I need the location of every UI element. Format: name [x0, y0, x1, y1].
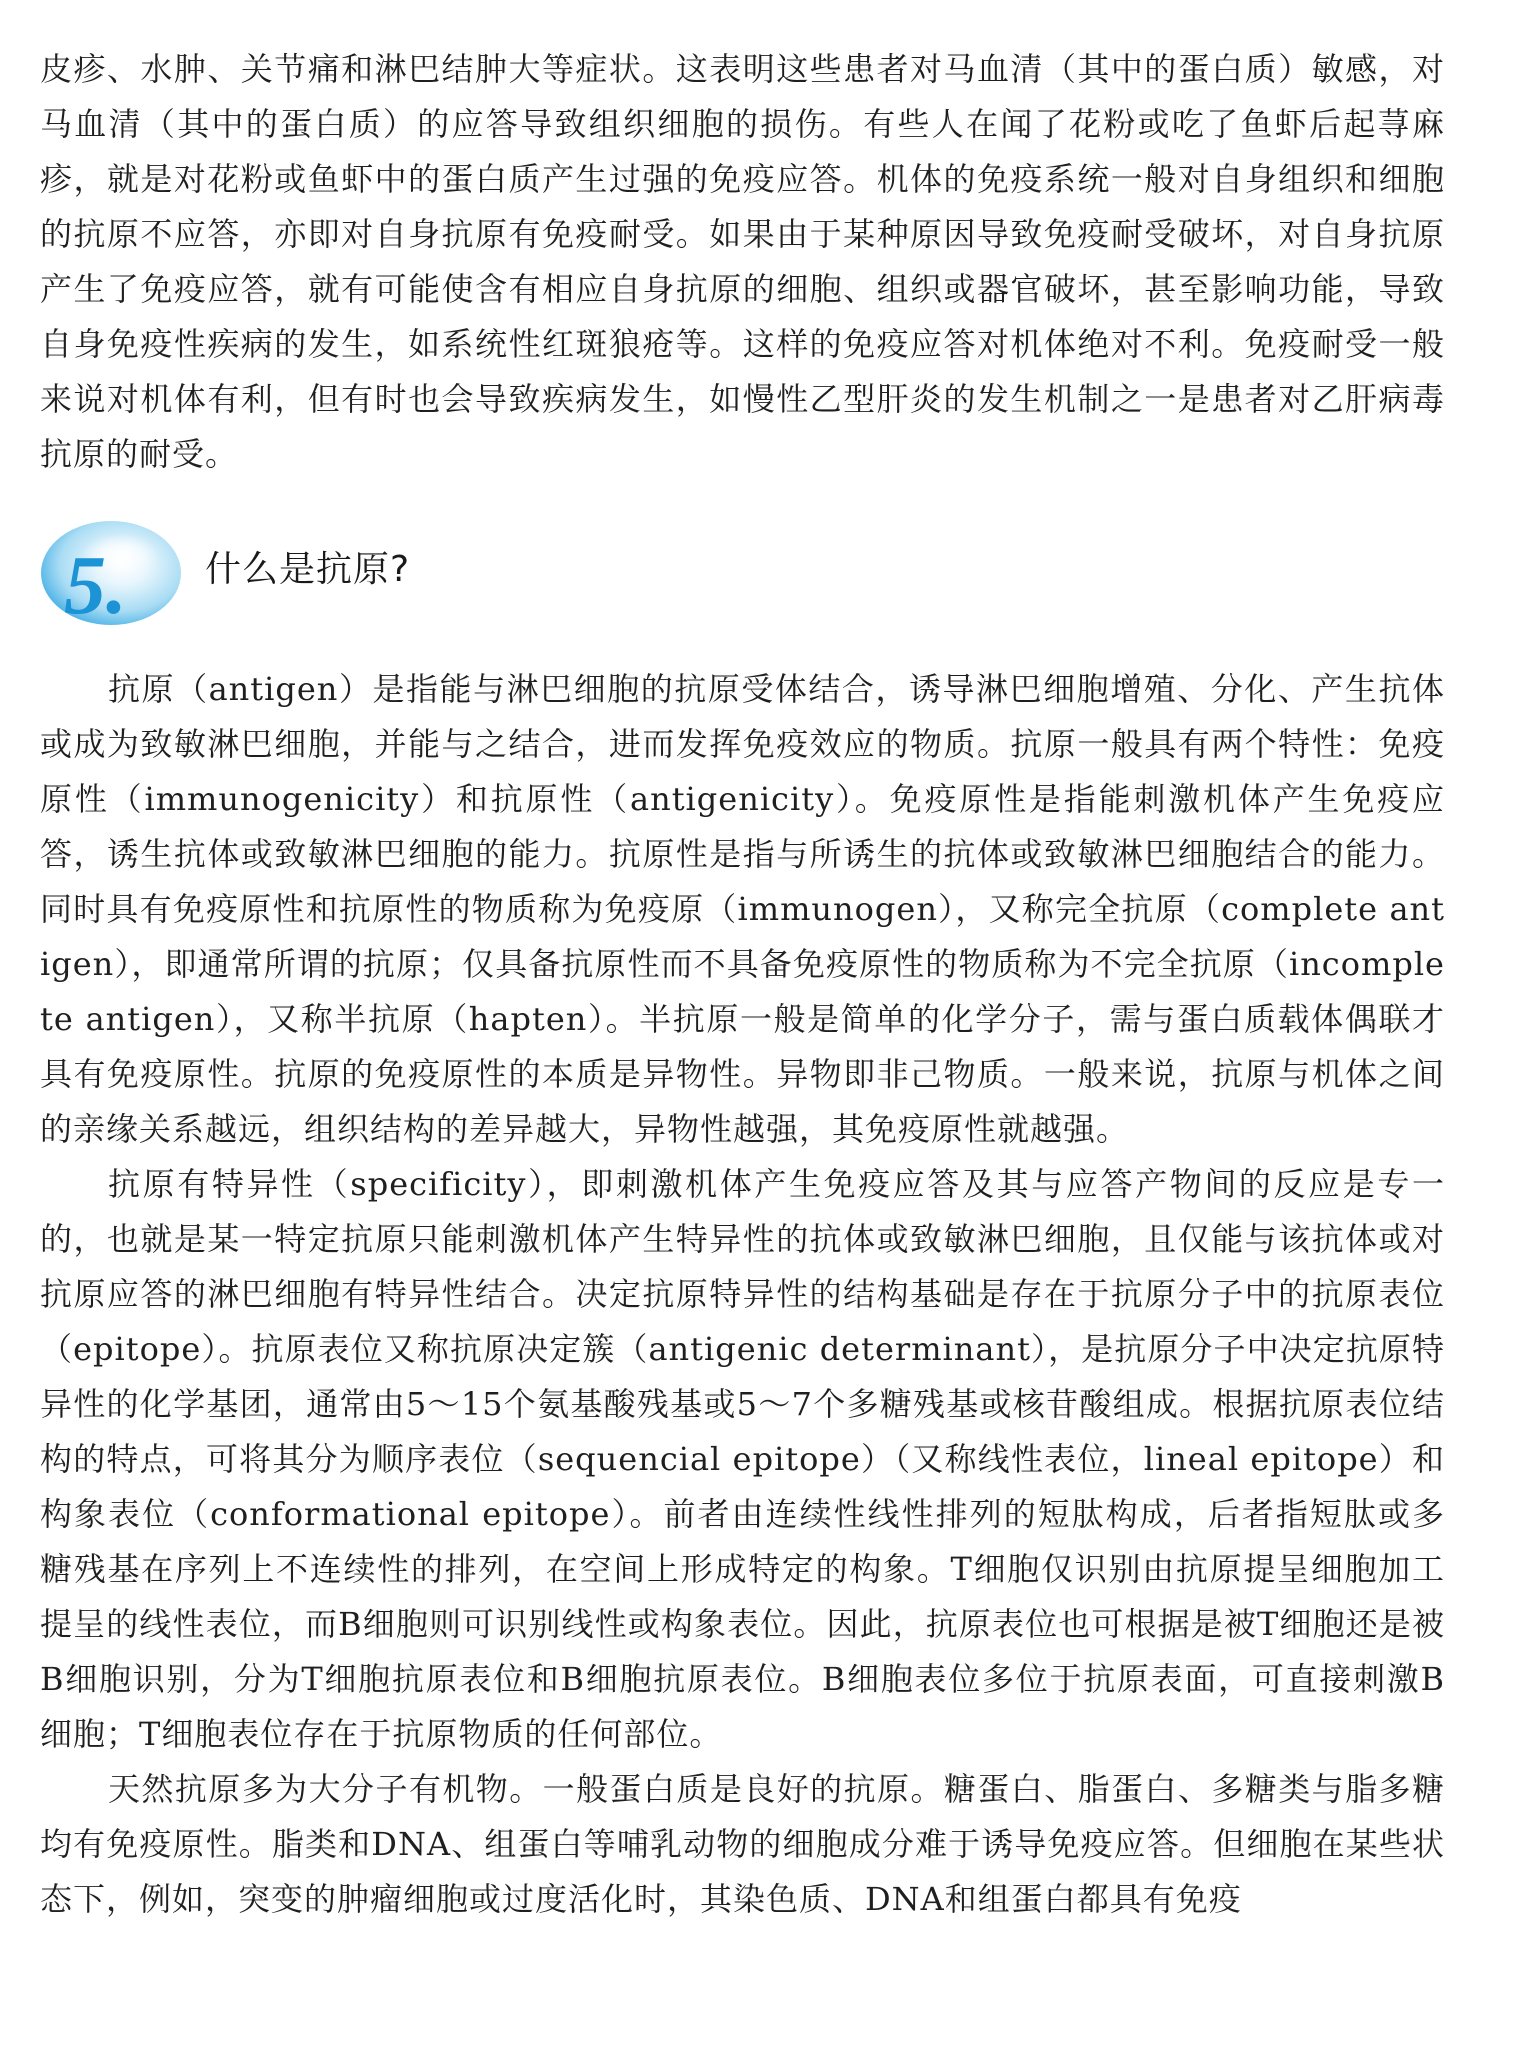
section-number-badge — [38, 516, 184, 628]
paragraph-antigen-definition: 抗原（antigen）是指能与淋巴细胞的抗原受体结合，诱导淋巴细胞增殖、分化、产生抗体或成为致敏淋巴细胞，并能与之结合，进而发挥免疫效应的物质。抗原一般具有两个特性：免疫原性（immunogenicity）和抗原性（antigenicity）。免疫原性是指能刺激机体产生免疫应答，诱生抗体或致敏淋巴细胞的能力。抗原性是指与所诱生的抗体或致敏淋巴细胞结合的能力。同时具有免疫原性和抗原性的物质称为免疫原（immunogen），又称完全抗原（complete antigen），即通常所谓的抗原；仅具备抗原性而不具备免疫原性的物质称为不完全抗原（incomplete antigen），又称半抗原（hapten）。半抗原一般是简单的化学分子，需与蛋白质载体偶联才具有免疫原性。抗原的免疫原性的本质是异物性。异物即非己物质。一般来说，抗原与机体之间的亲缘关系越远，组织结构的差异越大，异物性越强，其免疫原性就越强。 — [40, 670, 1445, 1148]
paragraph-antigen-specificity: 抗原有特异性（specificity），即刺激机体产生免疫应答及其与应答产物间的反应是专一的，也就是某一特定抗原只能刺激机体产生特异性的抗体或致敏淋巴细胞，且仅能与该抗体或对抗原应答的淋巴细胞有特异性结合。决定抗原特异性的结构基础是存在于抗原分子中的抗原表位（epitope）。抗原表位又称抗原决定簇（antigenic determinant），是抗原分子中决定抗原特异性的化学基团，通常由5～15个氨基酸残基或5～7个多糖残基或核苷酸组成。根据抗原表位结构的特点，可将其分为顺序表位（sequencial epitope）（又称线性表位，lineal epitope）和构象表位（conformational epitope）。前者由连续性线性排列的短肽构成，后者指短肽或多糖残基在序列上不连续性的排列，在空间上形成特定的构象。T细胞仅识别由抗原提呈细胞加工提呈的线性表位，而B细胞则可识别线性或构象表位。因此，抗原表位也可根据是被T细胞还是被B细胞识别，分为T细胞抗原表位和B细胞抗原表位。B细胞表位多位于抗原表面，可直接刺激B细胞；T细胞表位存在于抗原物质的任何部位。 — [40, 1165, 1445, 1753]
section-title: 什么是抗原? — [205, 549, 411, 590]
intro-paragraph: 皮疹、水肿、关节痛和淋巴结肿大等症状。这表明这些患者对马血清（其中的蛋白质）敏感，对马血清（其中的蛋白质）的应答导致组织细胞的损伤。有些人在闻了花粉或吃了鱼虾后起荨麻疹，就是对花粉或鱼虾中的蛋白质产生过强的免疫应答。机体的免疫系统一般对自身组织和细胞的抗原不应答，亦即对自身抗原有免疫耐受。如果由于某种原因导致免疫耐受破坏，对自身抗原产生了免疫应答，就有可能使含有相应自身抗原的细胞、组织或器官破坏，甚至影响功能，导致自身免疫性疾病的发生，如系统性红斑狼疮等。这样的免疫应答对机体绝对不利。免疫耐受一般来说对机体有利，但有时也会导致疾病发生，如慢性乙型肝炎的发生机制之一是患者对乙肝病毒抗原的耐受。 — [40, 50, 1445, 473]
page-content — [40, 42, 1445, 1927]
section-number: 5. — [64, 539, 127, 628]
paragraph-natural-antigens: 天然抗原多为大分子有机物。一般蛋白质是良好的抗原。糖蛋白、脂蛋白、多糖类与脂多糖均有免疫原性。脂类和DNA、组蛋白等哺乳动物的细胞成分难于诱导免疫应答。但细胞在某些状态下，例如，突变的肿瘤细胞或过度活化时，其染色质、DNA和组蛋白都具有免疫 — [40, 1770, 1445, 1918]
section-heading — [40, 510, 1445, 650]
